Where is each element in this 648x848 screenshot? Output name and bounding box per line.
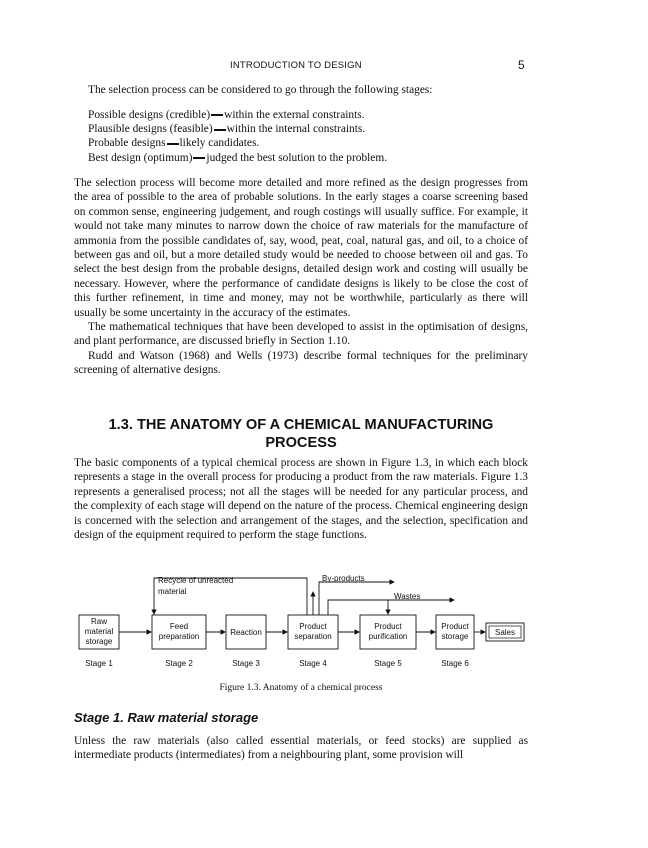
label-product-storage: storage xyxy=(441,632,469,641)
paragraph-optimisation: The mathematical techniques that have been developed to assist in the optimisation of designs, and plant performance, are discussed briefly in Section 1.10. xyxy=(74,321,528,348)
stage-label-1: Stage 1 xyxy=(85,659,113,668)
em-dash xyxy=(193,157,205,159)
section-heading: 1.3. THE ANATOMY OF A CHEMICAL MANUFACTURING PROCESS xyxy=(108,417,494,451)
running-head: INTRODUCTION TO DESIGN xyxy=(230,60,362,71)
stage-plausible: Plausible designs (feasible) within the internal constraints. xyxy=(88,123,366,136)
stage-label-5: Stage 5 xyxy=(374,659,402,668)
label-purification: purification xyxy=(368,632,408,641)
label-preparation: preparation xyxy=(158,632,200,641)
figure-caption: Figure 1.3. Anatomy of a chemical process xyxy=(219,683,383,693)
stage-label-4: Stage 4 xyxy=(299,659,327,668)
em-dash xyxy=(214,129,226,131)
label-product-pur: Product xyxy=(374,622,402,631)
paragraph-screening-refs: Rudd and Watson (1968) and Wells (1973) describe formal techniques for the preliminary screening of alternative designs. xyxy=(74,349,528,377)
label-material: material xyxy=(84,627,114,636)
stage-label-3: Stage 3 xyxy=(232,659,260,668)
process-flow-diagram xyxy=(74,568,534,680)
section-paragraph: The basic components of a typical chemical process are shown in Figure 1.3, in which each block represents a stage in the overall process for producing a product from the raw materials. Figure 1.3 represents a generalised process; not all the stages will be needed for any particular process, and the complexity of each stage will depend on the nature of the process. Chemical engineering design is concerned with the selection and arrangement of the stages, and the selection, specification and design of the equipment required to perform the stage functions. xyxy=(74,457,528,542)
wastes-label: Wastes xyxy=(394,592,421,601)
label-reaction: Reaction xyxy=(230,628,262,637)
byproducts-label: By-products xyxy=(322,574,365,583)
label-product-sep: Product xyxy=(299,622,327,631)
stage-label-6: Stage 6 xyxy=(441,659,469,668)
figure-process-anatomy xyxy=(74,568,534,680)
em-dash xyxy=(211,114,223,116)
page-number: 5 xyxy=(518,58,525,72)
stage-best: Best design (optimum) judged the best solution to the problem. xyxy=(88,151,388,164)
subsection-heading: Stage 1. Raw material storage xyxy=(74,710,259,725)
recycle-label-1: Recycle of unreacted xyxy=(158,576,234,585)
label-feed: Feed xyxy=(169,622,189,631)
selection-stages-list xyxy=(88,108,528,165)
label-product-sto: Product xyxy=(441,622,469,631)
label-storage: storage xyxy=(85,637,113,646)
label-raw: Raw xyxy=(90,617,108,626)
subsection-paragraph: Unless the raw materials (also called essential materials, or feed stocks) are supplied as intermediate products (intermediates) from a neighbouring plant, some provision will xyxy=(74,735,528,762)
wastes-line xyxy=(328,600,454,615)
label-separation: separation xyxy=(294,632,332,641)
byproducts-line xyxy=(319,582,394,615)
selection-discussion xyxy=(74,176,528,378)
recycle-label-2: material xyxy=(158,587,187,596)
stage-probable: Probable designs likely candidates. xyxy=(88,137,260,150)
label-sales: Sales xyxy=(494,628,516,637)
stage-label-2: Stage 2 xyxy=(165,659,193,668)
stage-possible: Possible designs (credible) within the external constraints. xyxy=(88,109,365,121)
paragraph-selection-refinement: The selection process will become more detailed and more refined as the design progresses from the area of possible to the area of probable solutions. In the early stages a coarse screening based on common sense, engineering judgement, and rough costings will usually suffice. For example, it would not take many minutes to narrow down the choice of raw materials for the manufacture of ammonia from the possible candidates of, say, wood, peat, coal, natural gas, and oil, to a choice of between gas and oil, but a more detailed study would be needed to choose between oil and gas. To select the best design from the probable designs, detailed design work and costing will usually be necessary. However, where the performance of candidate designs is likely to be close the cost of this further refinement, in time and money, may not be worthwhile, particularly as there will usually be some uncertainty in the accuracy of the estimates. xyxy=(74,177,528,319)
em-dash xyxy=(167,143,179,145)
intro-sentence: The selection process can be considered to go through the following stages: xyxy=(88,84,433,96)
